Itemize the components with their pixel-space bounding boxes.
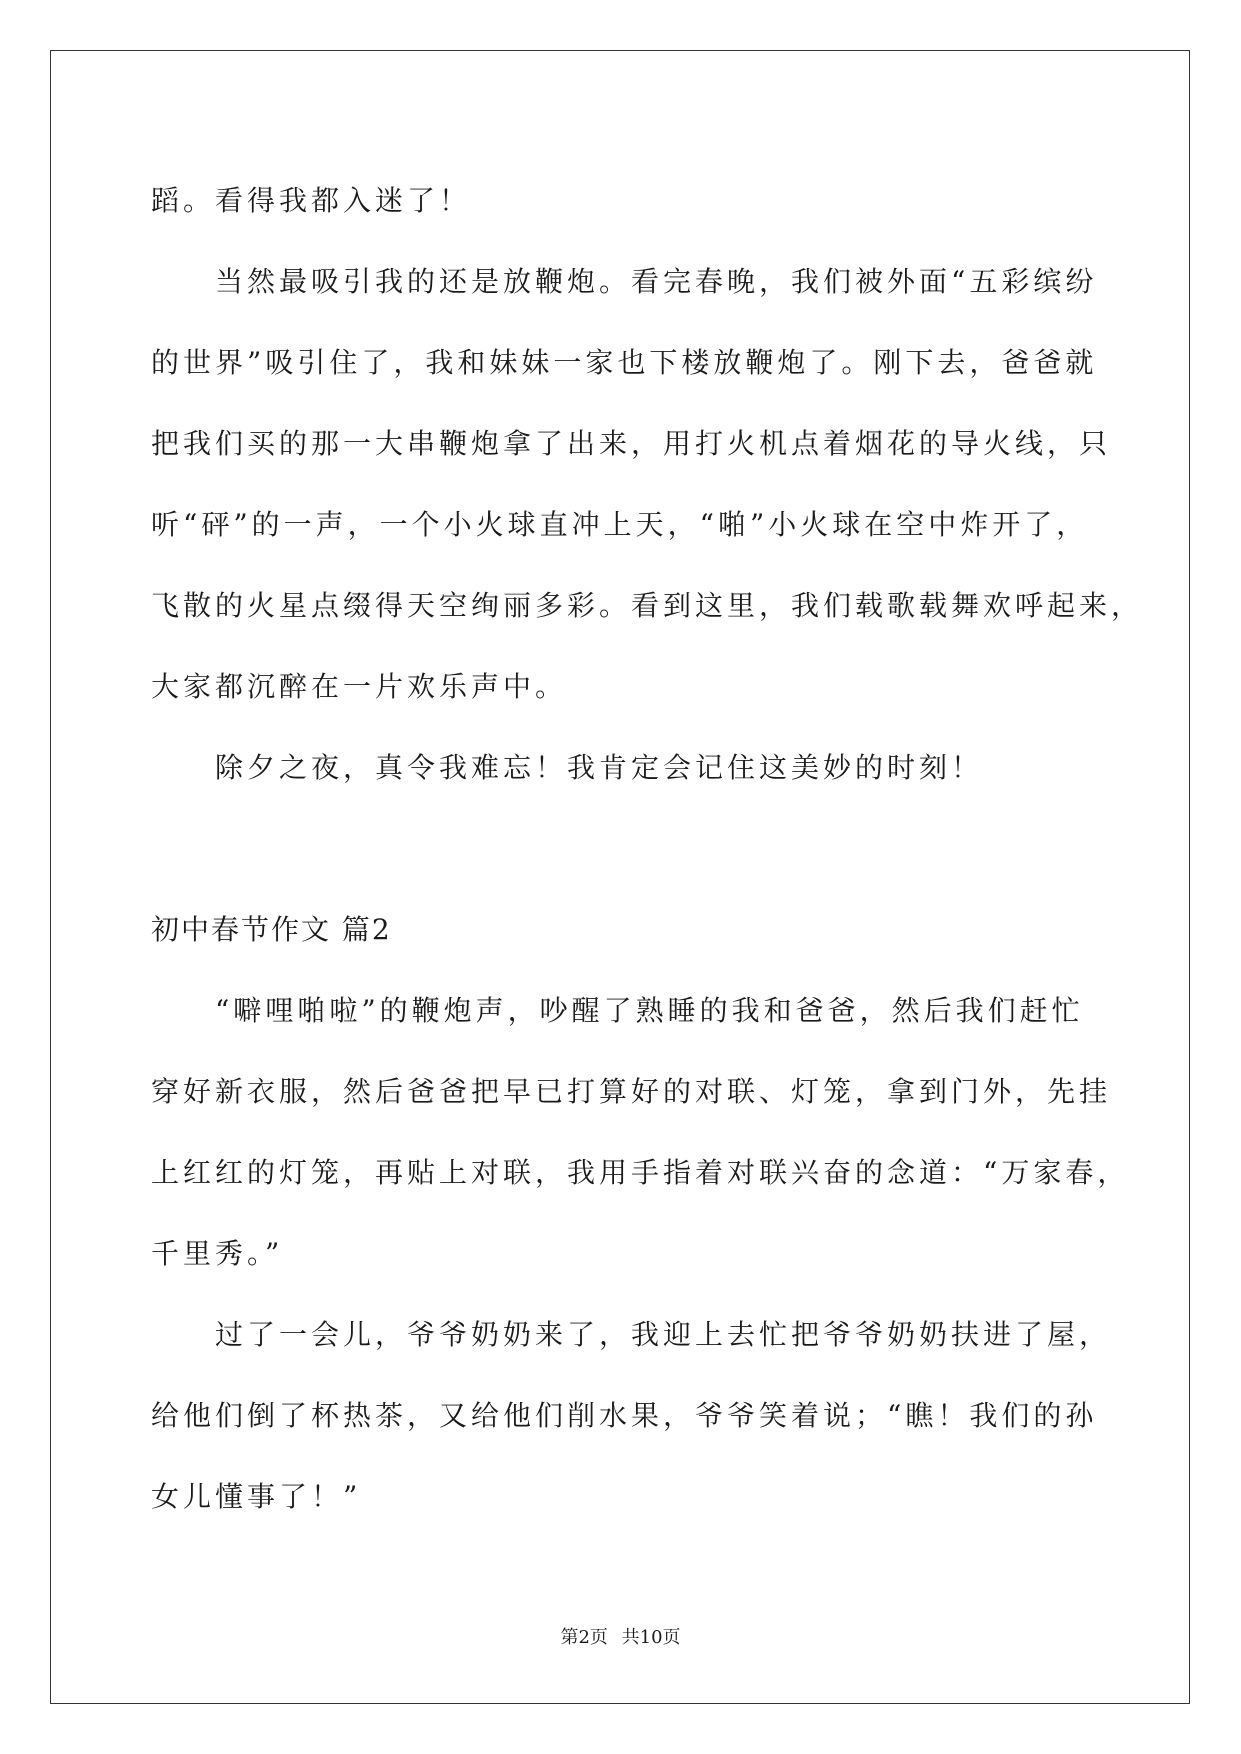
- text-line: 女儿懂事了！”: [151, 1480, 362, 1513]
- text-line: 当然最吸引我的还是放鞭炮。看完春晚，我们被外面“五彩缤纷: [215, 265, 1098, 298]
- text-line: 大家都沉醉在一片欢乐声中。: [151, 670, 568, 703]
- text-line: 把我们买的那一大串鞭炮拿了出来，用打火机点着烟花的导火线，只: [151, 427, 1112, 460]
- page-number: 第2页: [560, 1627, 608, 1648]
- text-line: 的世界”吸引住了，我和妹妹一家也下楼放鞭炮了。刚下去，爸爸就: [151, 346, 1098, 379]
- page-footer: [0, 1623, 1241, 1649]
- text-line: 过了一会儿，爷爷奶奶来了，我迎上去忙把爷爷奶奶扶进了屋，: [215, 1318, 1112, 1351]
- text-line: 给他们倒了杯热茶，又给他们削水果，爷爷笑着说；“瞧！我们的孙: [151, 1399, 1098, 1432]
- section-heading: 初中春节作文 篇2: [151, 913, 392, 946]
- text-line: 听“砰”的一声，一个小火球直冲上天，“啪”小火球在空中炸开了，: [151, 508, 1089, 541]
- text-line: 除夕之夜，真令我难忘！我肯定会记住这美妙的时刻！: [215, 751, 984, 784]
- text-line: “噼哩啪啦”的鞭炮声，吵醒了熟睡的我和爸爸，然后我们赶忙: [215, 994, 1084, 1027]
- text-line: 上红红的灯笼，再贴上对联，我用手指着对联兴奋的念道：“万家春，: [151, 1156, 1130, 1189]
- document-body: [151, 160, 1144, 1537]
- page-total: 共10页: [621, 1627, 681, 1648]
- section-spacer: [151, 808, 1111, 889]
- text-line: 千里秀。”: [151, 1237, 284, 1270]
- text-line: 飞散的火星点缀得天空绚丽多彩。看到这里，我们载歌载舞欢呼起来，: [151, 589, 1144, 622]
- text-line: 蹈。看得我都入迷了！: [151, 184, 472, 217]
- text-line: 穿好新衣服，然后爸爸把早已打算好的对联、灯笼，拿到门外，先挂: [151, 1075, 1112, 1108]
